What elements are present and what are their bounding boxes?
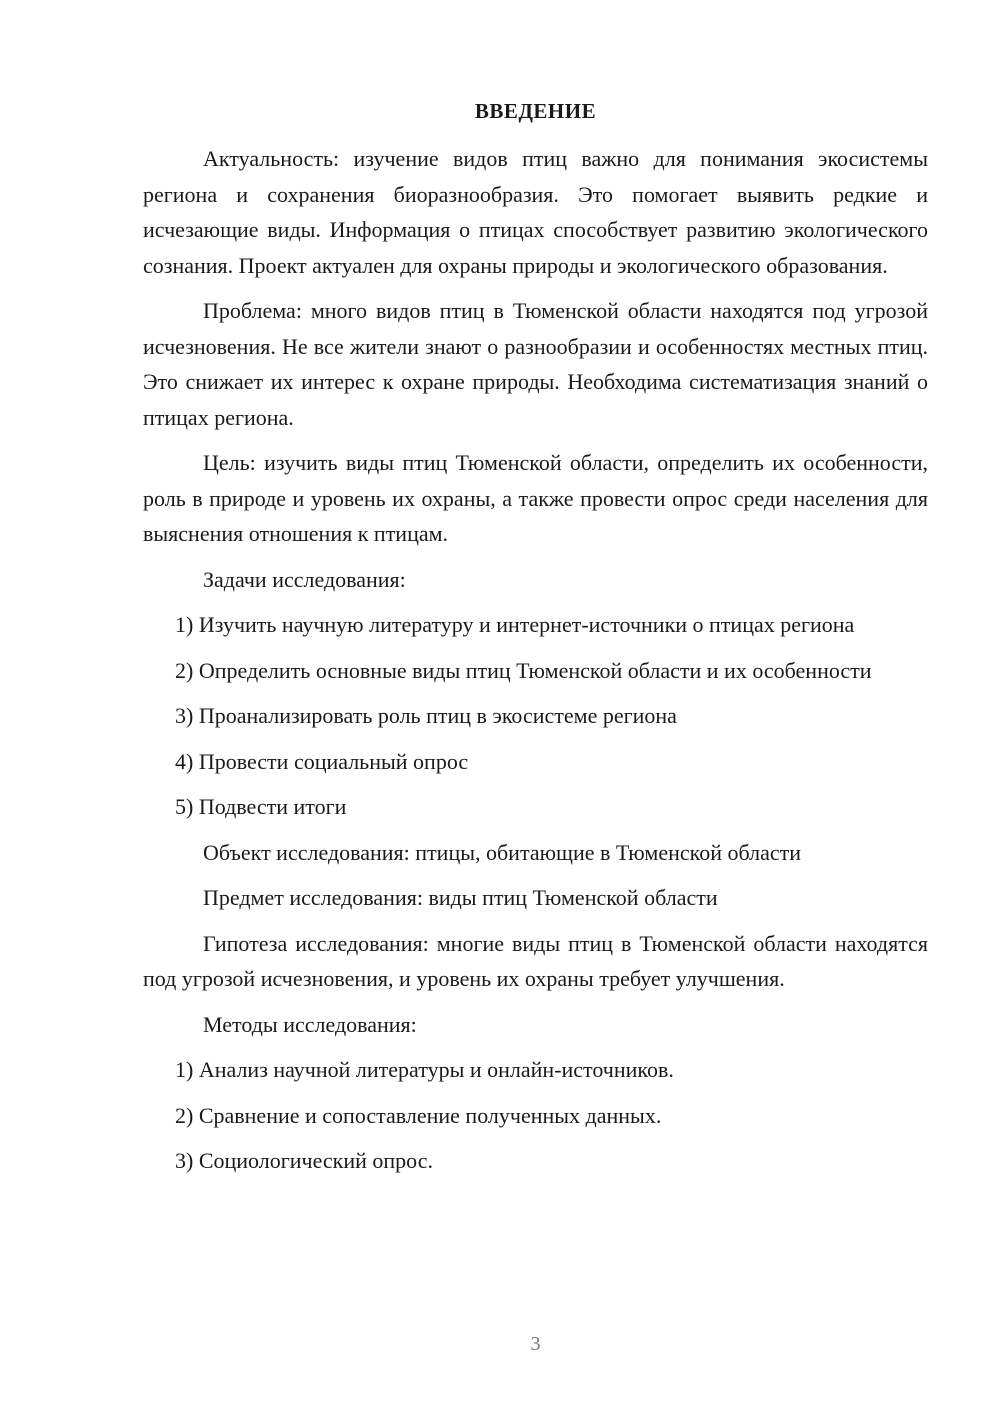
problem-paragraph: Проблема: много видов птиц в Тюменской области находятся под угрозой исчезновения. Не все жители знают о разнообразии и особенностях местных птиц. Это снижает их интерес к охране природы. Необходима систематизация знаний о птицах региона. xyxy=(143,298,928,430)
document-page xyxy=(143,0,928,1414)
page-number: 3 xyxy=(530,1333,541,1355)
methods-heading: Методы исследования: xyxy=(203,1011,417,1037)
subject-paragraph: Предмет исследования: виды птиц Тюменской области xyxy=(203,885,718,910)
task-item: 5) Подвести итоги xyxy=(175,794,347,819)
task-item: 3) Проанализировать роль птиц в экосистеме региона xyxy=(175,703,677,728)
method-item: 2) Сравнение и сопоставление полученных данных. xyxy=(175,1102,662,1128)
method-item: 3) Социологический опрос. xyxy=(175,1148,433,1173)
task-item: 4) Провести социальный опрос xyxy=(175,748,469,774)
document-body xyxy=(143,141,928,1189)
page-title: ВВЕДЕНИЕ xyxy=(474,99,597,123)
task-item: 2) Определить основные виды птиц Тюменской области и их особенности xyxy=(175,657,872,683)
goal-paragraph: Цель: изучить виды птиц Тюменской области, определить их особенности, роль в природе и уровень их охраны, а также провести опрос среди населения для выяснения отношения к птицам. xyxy=(143,450,928,546)
object-paragraph: Объект исследования: птицы, обитающие в Тюменской области xyxy=(203,839,802,865)
tasks-heading: Задачи исследования: xyxy=(203,566,406,592)
relevance-paragraph: Актуальность: изучение видов птиц важно для понимания экосистемы региона и сохранения биоразнообразия. Это помогает выявить редкие и исчезающие виды. Информация о птицах способствует развитию экологического сознания. Проект актуален для охраны природы и экологического образования. xyxy=(143,146,928,278)
method-item: 1) Анализ научной литературы и онлайн-источников. xyxy=(175,1057,674,1082)
task-item: 1) Изучить научную литературу и интернет-источники о птицах региона xyxy=(175,612,855,637)
hypothesis-paragraph: Гипотеза исследования: многие виды птиц в Тюменской области находятся под угрозой исчезновения, и уровень их охраны требует улучшения. xyxy=(143,930,928,991)
